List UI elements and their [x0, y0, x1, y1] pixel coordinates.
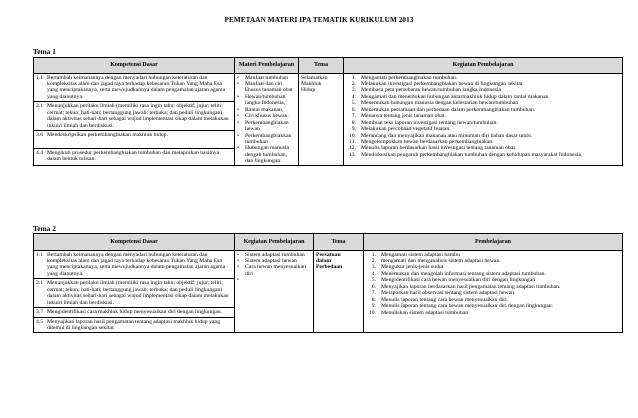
kegiatan-text: Menulis laporan tentang cara hewan menyesuaikan diri. [381, 296, 509, 303]
kd-text: Menunjukkan perilaku ilmiah (memiliki rasa ingin tahu; objektif; jujur; teliti; cermat; tekun; hati-hati; bertanggung jawab; terbuka; dan peduli lingkungan) dalam aktivitas sehari-hari sebagai wujud implementasi sikap dalam melakukan inkuiri ilmiah dan berdiskusi. [47, 280, 229, 306]
kegiatan-item: 13. Mendiskusikan pengaruh perkembangbiakan tumbuhan dengan kehidupan masyarakat Indonesia. [348, 151, 583, 158]
kegiatan-text: mengamati dan menganalisis sistem adaptasi hewan. [381, 257, 501, 264]
kegiatan-item: 5. Menemukan hubungan manusia dengan kelestarian hewan/tumbuhan [351, 100, 519, 107]
tema1-materi-cell [235, 74, 299, 166]
kd-item [34, 278, 234, 306]
kd-item [34, 148, 234, 163]
kegiatan-text: Mengidentifikasi cara hewan menyesuaikan diri dengan lingkungan [381, 277, 536, 284]
kd-number: 4.5 [36, 318, 44, 325]
kegiatan-text: Menyajikan laporan berdasarkan hasil pengamatan tentang adaptasi tumbuhan. [381, 283, 561, 290]
kegiatan-item: 6. Menyajikan laporan berdasarkan hasil pengamatan tentang adaptasi tumbuhan. [371, 283, 561, 290]
kd-number: 1.1 [36, 74, 44, 81]
tema1-body-row [34, 74, 623, 166]
kegiatan-item: 8. Membuat teks laporan investigasi tentang hewan/tumbuhan. [351, 119, 498, 126]
kegiatan-text: Menanya tentang jenis tanaman obat. [361, 113, 446, 120]
kegiatan-text: Melakukan investigasi perkembangbiakan hewan di lingkungan sekitar. [361, 80, 524, 87]
kegiatan-text: Menemukan dan mengolah informasi tentang sistem adaptasi tumbuhan. [381, 270, 546, 277]
kd-number: 2.1 [36, 280, 44, 287]
kd-text: Mengidentifikasi cara makhluk hidup menyesuaikan diri dengan lingkungan. [47, 309, 223, 316]
kd-text: Bertambah keimanannya dengan menyadari hubungan keteraturan dan kompleksitas alam dan jagad raya terhadap kebesaran Tuhan Yang Maha Esa yang menciptakannya, serta mewujudkannya dalam pengamalan ajaran agama yang dianutnya. [47, 251, 226, 277]
kegiatan-item: 1. Mengamati sistem adaptasi bambu [371, 251, 460, 258]
kegiatan-item: 7. Menanya tentang jenis tanaman obat. [351, 113, 446, 120]
materi-item: • Manfaat dan ciri khusus tanaman obat [237, 81, 296, 94]
kd-number: 1.1 [36, 251, 44, 258]
kegiatan-text: Mengamati sistem adaptasi bambu [381, 251, 460, 258]
tema2-materi-cell [235, 251, 314, 333]
kegiatan-text: Menemukan persamaan dan perbedaan dalam perkembangbiakan tumbuhan. [361, 106, 536, 113]
tema-name-line: Hidup [301, 87, 316, 94]
materi-item: • Perkembangbiakkan tumbuhan [237, 133, 296, 146]
materi-item: • Rantai makanan, [237, 106, 284, 113]
materi-text: Hubungan manusia dengan tumbuhan, dan lingkungan. [245, 145, 290, 165]
materi-text: Perkembangbiakan hewan [245, 119, 289, 133]
kd-number: 3.6 [36, 132, 44, 139]
kegiatan-item: 6. Menemukan persamaan dan perbedaan dalam perkembangbiakan tumbuhan. [351, 106, 536, 113]
tema-name-line: Persatuan [316, 251, 341, 258]
tema2-header-kegiatan: Pembelajaran [364, 234, 623, 251]
tema1-header-kegiatan: Kegiatan Pembelajaran [344, 58, 623, 74]
kegiatan-item: 4. Mengamati dan menemukan hubungan antarmakhluk hidup dalam rantai makanan [351, 93, 549, 100]
tema2-kd-cell [34, 251, 235, 333]
materi-text: Sistem adaptasi hewan [245, 257, 297, 264]
materi-item: • Ciri khusus hewan. [237, 113, 289, 120]
kegiatan-item: 12. Menulis laporan berdasarkan hasil investigasi tentang tanaman obat. [348, 145, 517, 152]
kegiatan-item: 9. Melakukan percobaan vegetatif buatan. [351, 126, 451, 133]
kegiatan-text: Melakukan percobaan vegetatif buatan. [361, 126, 451, 133]
tema1-label: Tema 1 [33, 47, 56, 56]
tema1-header-kd: Kompetensi Dasar [34, 58, 235, 74]
tema2-tema-cell [314, 251, 364, 333]
materi-text: Hewan/tumbuhan langka Indonesia, [245, 93, 286, 107]
kegiatan-text: Menuliskan sistem adaptasi tumbuhan [381, 309, 469, 316]
tema2-body-row [34, 251, 623, 333]
kd-text: Mendeskripsikan perkembangbiakan makhluk hidup. [47, 132, 168, 139]
kegiatan-item: 10. Merancang dan menyajikan makanan atau minuman diri bahan dasar umbi. [348, 132, 533, 139]
tema1-header-row [34, 58, 623, 74]
materi-text: Ciri khusus hewan. [245, 113, 289, 120]
tema2-table [33, 233, 623, 333]
kegiatan-text: Merancang dan menyajikan makanan atau minuman diri bahan dasar umbi. [361, 132, 533, 139]
kd-text: Menyajikan laporan hasil pengamatan tentang adaptasi makhluk hidup yang ditemui di lingkungan sekitar. [47, 318, 221, 332]
kegiatan-item: 8. Menulis laporan tentang cara hewan menyesuaikan diri. [371, 296, 509, 303]
kegiatan-item: 10. Menuliskan sistem adaptasi tumbuhan [368, 309, 469, 316]
tema1-header-tema: Tema [299, 58, 344, 74]
materi-item: • [237, 277, 239, 284]
kd-text: Bertambah keimanannya dengan menyadari hubungan keteraturan dan kompleksitas alam dan jagad raya terhadap kebesaran Tuhan Yang Maha Esa yang menciptakannya, serta mewujudkannya dalam pengamalan ajaran agama yang dianutnya. [47, 74, 226, 100]
kd-item [34, 317, 234, 332]
materi-item: • Hubungan manusia dengan tumbuhan, dan lingkungan. [237, 145, 296, 164]
materi-item: • Perkembangbiakan hewan [237, 120, 296, 133]
tema1-header-materi: Materi Pembelajaran [235, 58, 299, 74]
materi-item: • Hewan/tumbuhan langka Indonesia, [237, 94, 296, 107]
kd-item [34, 130, 234, 138]
kegiatan-item: 5. Mengidentifikasi cara hewan menyesuaikan diri dengan lingkungan [371, 277, 536, 284]
kegiatan-text: Menemukan hubungan manusia dengan kelestarian hewan/tumbuhan [361, 100, 519, 107]
kd-item [36, 75, 232, 101]
tema-name-line: Makhluk [301, 80, 322, 87]
tema-name-line: dalam [316, 257, 332, 264]
page-title: PEMETAAN MATERI IPA TEMATIK KURIKULUM 2013 [224, 16, 414, 24]
materi-text: Sistem adaptasi tumbuhan [245, 251, 305, 258]
materi-text: Manfaat tumbuhan [245, 74, 289, 81]
tema1-kegiatan-cell [344, 74, 623, 166]
kegiatan-text: Membaca peta persebaran hewan/tumbuhan langka Indonesia [361, 87, 502, 94]
materi-item: • Sistem adaptasi hewan [237, 257, 297, 264]
tema2-header-row [34, 234, 623, 251]
kd-number: 4.4 [36, 149, 44, 156]
kegiatan-text: Mengukur jenis-jenis sudut. [381, 264, 445, 271]
kegiatan-text: Mengamati dan menemukan hubungan antarmakhluk hidup dalam rantai makanan [361, 93, 549, 100]
kegiatan-item: 1. Mengamati perkembangbiakan tumbuhan. [351, 74, 458, 81]
kd-number: 3.7 [36, 309, 44, 316]
kd-text: Mengikuti prosedur perkembangbiakan tumbuhan dan melaporkan hasilnya dalam bentuk tulisan. [47, 149, 220, 163]
materi-item: • Manfaat tumbuhan [237, 74, 289, 81]
tema1-table [33, 57, 623, 166]
tema2-header-materi: Kegiatan Pembelajaran [235, 234, 314, 251]
kegiatan-item: 2. mengamati dan menganalisis sistem adaptasi hewan. [371, 257, 501, 264]
tema-name-line: Selamatkan [301, 74, 328, 81]
kegiatan-item: 7. Melaporkan hasil observasi tentang sistem adaptasi hewan. [371, 290, 516, 297]
tema1-kd-cell [34, 74, 235, 166]
kegiatan-text: Menulis laporan tentang cara hewan menyesuaikan diri dengan lingkungan. [381, 303, 553, 310]
kegiatan-text: Melaporkan hasil observasi tentang sistem adaptasi hewan. [381, 290, 516, 297]
tema2-kegiatan-cell [364, 251, 623, 333]
kegiatan-item: 3. Membaca peta persebaran hewan/tumbuhan langka Indonesia [351, 87, 502, 94]
tema2-label: Tema 2 [33, 224, 56, 233]
tema1-tema-cell [299, 74, 344, 166]
kegiatan-text: Membuat teks laporan investigasi tentang hewan/tumbuhan. [361, 119, 498, 126]
kegiatan-item: 2. Melakukan investigasi perkembangbiakan hewan di lingkungan sekitar. [351, 80, 524, 87]
materi-text: Perkembangbiakkan tumbuhan [245, 132, 292, 146]
materi-text: Manfaat dan ciri khusus tanaman obat [245, 80, 293, 94]
kd-number: 2.1 [36, 103, 44, 110]
tema2-header-tema: Tema [314, 234, 364, 251]
materi-text: Rantai makanan, [245, 106, 284, 113]
tema-name-line: Perbedaan [316, 264, 343, 271]
kd-item [34, 101, 234, 129]
kegiatan-item: 4. Menemukan dan mengolah informasi tentang sistem adaptasi tumbuhan. [371, 270, 546, 277]
kegiatan-text: Mengamati perkembangbiakan tumbuhan. [361, 74, 458, 81]
tema2-header-kd: Kompetensi Dasar [34, 234, 235, 251]
kegiatan-item: 11. Mengelompokkan hewan berdasarkan perkembangbiakan. [349, 139, 494, 146]
kegiatan-text: Menulis laporan berdasarkan hasil investigasi tentang tanaman obat. [361, 145, 517, 152]
materi-text: Cara hewan menyesuaikan diri [245, 264, 306, 277]
kd-item [34, 307, 234, 315]
kegiatan-text: Mengelompokkan hewan berdasarkan perkembangbiakan. [361, 139, 494, 146]
kd-item [36, 252, 232, 278]
kd-text: Menunjukkan perilaku ilmiah (memiliki rasa ingin tahu; objektif; jujur; teliti; cermat; tekun; hati-hati; bertanggung jawab; terbuka; dan peduli lingkungan) dalam aktivitas sehari-hari sebagai wujud implementasi sikap dalam melakukan inkuiri ilmiah dan berdiskusi. [47, 103, 229, 129]
materi-item: • Cara hewan menyesuaikan diri [237, 264, 311, 277]
kegiatan-item: 9. Menulis laporan tentang cara hewan menyesuaikan diri dengan lingkungan. [371, 303, 553, 310]
materi-item: • Sistem adaptasi tumbuhan [237, 251, 305, 258]
kegiatan-item: 3. Mengukur jenis-jenis sudut. [371, 264, 445, 271]
kegiatan-text: Mendiskusikan pengaruh perkembangbiakan tumbuhan dengan kehidupan masyarakat Indonesia. [361, 151, 583, 158]
